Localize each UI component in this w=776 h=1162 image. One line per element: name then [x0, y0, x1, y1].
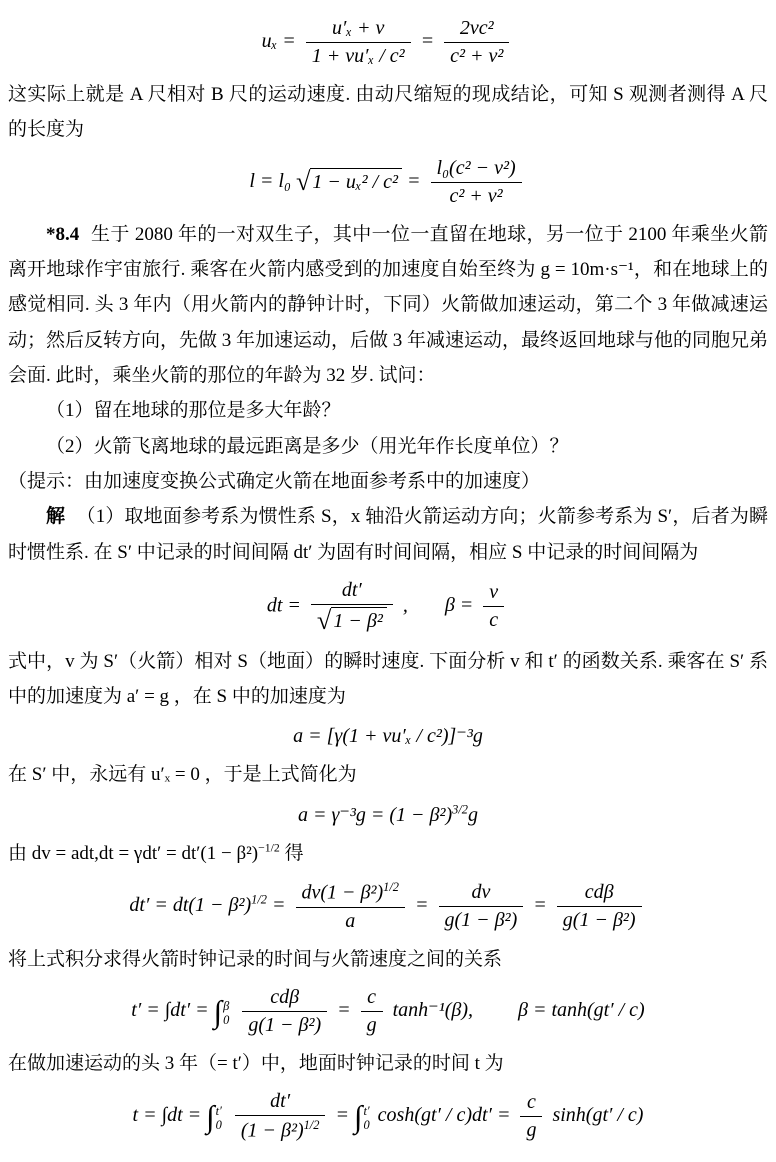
math-post: g	[468, 803, 479, 826]
fraction	[520, 1091, 542, 1142]
numerator: l₀(c² − v²)	[431, 157, 522, 183]
integral-limits	[363, 1104, 369, 1131]
denominator: g	[526, 1119, 537, 1142]
exponent: −1/2	[258, 841, 280, 855]
square-root	[316, 604, 387, 635]
formula-velocity-addition	[8, 17, 768, 68]
equals-sign: =	[407, 169, 421, 192]
text-post: 得	[279, 842, 304, 864]
denominator: c² + v²	[449, 184, 503, 207]
para-ruler-speed: 这实际上就是 A 尺相对 B 尺的运动速度. 由动尺缩短的现成结论，可知 S 观测者测得 A 尺的长度为	[8, 84, 768, 141]
math-body: a = [γ(1 + vu′ₓ / c²)]⁻³g	[293, 725, 483, 748]
para-solution	[8, 499, 768, 570]
math-lhs: dt =	[266, 594, 301, 617]
denominator: 1 + vu′ₓ / c²	[311, 45, 405, 67]
para-instantaneous-velocity: 式中，v 为 S′（火箭）相对 S（地面）的瞬时速度. 下面分析 v 和 t′ 的函数关系. 乘客在 S′ 系中的加速度为 a′ = g ，在 S 中的加速度为	[8, 650, 768, 707]
square-root	[296, 168, 402, 196]
math-pre: a = γ⁻³g = (1 − β²)	[297, 803, 453, 826]
solution-text: （1）取地面参考系为惯性系 S，x 轴沿火箭运动方向；火箭参考系为 S′，后者为瞬时惯性系. 在 S′ 中记录的时间间隔 dt′ 为固有时间间隔，相应 S 中记录的时间间隔为	[8, 506, 768, 563]
math-mid: cosh(gt′ / c)dt′	[377, 1104, 492, 1127]
denominator: g	[366, 1013, 377, 1036]
fraction	[242, 986, 327, 1037]
formula-dtprime-chain	[8, 880, 768, 933]
radical-sign: √	[316, 604, 332, 635]
para-integrate: 将上式积分求得火箭时钟记录的时间与火箭速度之间的关系	[8, 948, 503, 970]
denominator: g(1 − β²)	[444, 908, 518, 931]
beta-definition: β =	[444, 594, 474, 617]
denominator	[235, 1116, 326, 1143]
fraction	[483, 581, 504, 632]
formula-time-dilation	[8, 579, 768, 635]
lower-limit: 0	[363, 1118, 370, 1133]
equals-sign: =	[420, 30, 435, 53]
fraction	[361, 986, 383, 1037]
beta-relation: β = tanh(gt′ / c)	[518, 999, 645, 1022]
numerator: c	[361, 986, 383, 1012]
numerator: cdβ	[557, 881, 642, 907]
integral-limits	[223, 999, 229, 1026]
exponent: 1/2	[251, 892, 268, 907]
numerator: c	[520, 1091, 542, 1117]
para-ground-time: 在做加速运动的头 3 年（= t′）中，地面时钟记录的时间 t 为	[8, 1052, 504, 1074]
para-differential	[8, 836, 768, 871]
numerator	[296, 880, 406, 908]
formula-ground-time	[8, 1090, 768, 1143]
math-pre: 由 dv = adt,dt = γdt′ = dt′(1 − β²)	[8, 842, 259, 864]
denominator: c	[489, 609, 499, 632]
fraction	[439, 881, 524, 932]
fraction	[311, 579, 393, 635]
equals-sign: =	[533, 893, 547, 916]
question-2: （2）火箭飞离地球的最远距离是多少（用光年作长度单位）？	[46, 435, 569, 457]
upper-limit: t′	[363, 1103, 370, 1118]
denominator: g(1 − β²)	[562, 908, 636, 931]
upper-limit: β	[223, 998, 230, 1013]
math-lhs: t = ∫dt =	[132, 1104, 202, 1127]
formula-acceleration-simplified	[8, 802, 768, 827]
denominator: a	[345, 909, 356, 932]
solution-label: 解	[46, 506, 66, 528]
equals-sign: =	[272, 893, 286, 916]
problem-text: 生于 2080 年的一对双生子，其中一位一直留在地球，另一位于 2100 年乘坐火箭离开地球作宇宙旅行. 乘客在火箭内感受到的加速度自始至终为 g = 10m·s⁻¹，和在地球上的感觉相同. 头 3 年内（用火箭内的静钟计时，下同）火箭做加速运动，第二个 3 年做减速运动；然后反转方向，先做 3 年加速运动，后做 3 年减速运动，最终返回地球与他的同胞兄弟会面. 此时，乘坐火箭的那位的年龄为 32 岁. 试问：	[8, 223, 769, 386]
integral-sign: ∫	[213, 993, 223, 1029]
upper-limit: t′	[215, 1103, 222, 1118]
fraction	[444, 17, 509, 68]
comma: ,	[402, 594, 408, 617]
fraction	[431, 157, 522, 208]
equals-sign: =	[337, 999, 351, 1022]
math-lhs: l = l₀	[249, 169, 291, 192]
formula-length-contraction	[8, 157, 768, 208]
numerator: v	[483, 581, 504, 607]
numerator: dt′	[235, 1090, 326, 1116]
integral-sign: ∫	[353, 1099, 363, 1135]
hint-line: （提示：由加速度变换公式确定火箭在地面参考系中的加速度）	[8, 470, 541, 492]
numerator: dt′	[311, 579, 393, 605]
formula-tprime-beta	[8, 986, 768, 1037]
math-pre: dt′ = dt(1 − β²)	[129, 893, 252, 916]
numerator-base: dv(1 − β²)	[301, 881, 384, 904]
fraction	[296, 880, 406, 933]
formula-acceleration-transform	[8, 723, 768, 748]
fraction	[235, 1090, 326, 1143]
equals-sign: =	[415, 893, 429, 916]
para-simplify: 在 S′ 中，永远有 u′ₓ = 0 ，于是上式简化为	[8, 764, 357, 786]
radicand: 1 − β²	[331, 607, 386, 633]
math-tail: tanh⁻¹(β),	[392, 999, 473, 1022]
denominator-base: (1 − β²)	[240, 1119, 304, 1142]
equals-sign: =	[496, 1104, 511, 1127]
lower-limit: 0	[223, 1013, 230, 1028]
denominator	[311, 605, 393, 635]
numerator: dv	[439, 881, 524, 907]
integral-sign: ∫	[206, 1099, 215, 1135]
exponent: 3/2	[452, 801, 469, 816]
numerator: cdβ	[242, 986, 327, 1012]
denominator: g(1 − β²)	[248, 1013, 322, 1036]
integral-limits	[216, 1104, 222, 1131]
fraction	[557, 881, 642, 932]
question-1: （1）留在地球的那位是多大年龄？	[46, 400, 341, 422]
numerator: u′ₓ + v	[306, 17, 411, 43]
numerator: 2vc²	[444, 17, 509, 43]
math-lhs: t′ = ∫dt′ =	[131, 999, 209, 1022]
math-lhs: uₓ =	[261, 30, 296, 53]
exponent: 1/2	[383, 879, 400, 894]
math-tail: sinh(gt′ / c)	[552, 1104, 644, 1127]
problem-number-label: *8.4	[46, 223, 80, 245]
fraction	[306, 17, 411, 68]
radicand: 1 − uₓ² / c²	[310, 168, 402, 194]
denominator: c² + v²	[450, 45, 504, 67]
lower-limit: 0	[215, 1118, 222, 1133]
exponent: 1/2	[303, 1118, 320, 1133]
para-problem-8-4	[8, 217, 768, 394]
equals-sign: =	[335, 1104, 349, 1127]
radical-sign: √	[295, 166, 311, 197]
